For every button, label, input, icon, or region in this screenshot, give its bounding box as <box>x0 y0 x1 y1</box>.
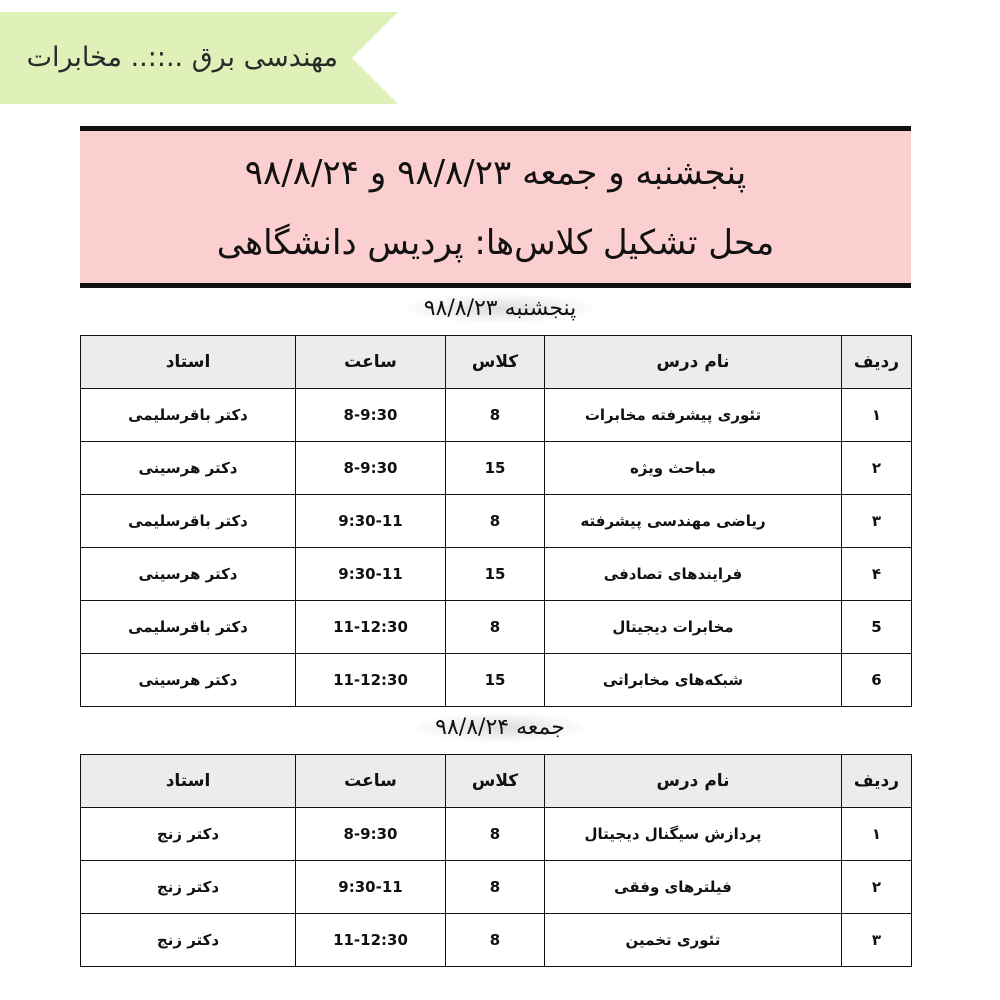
time-slot: 11-12:30 <box>296 601 446 654</box>
professor-name: دکتر زنج <box>81 808 296 861</box>
friday-title-text: جمعه ۹۸/۸/۲۴ <box>417 713 583 742</box>
banner-dates: پنجشنبه و جمعه ۹۸/۸/۲۳ و ۹۸/۸/۲۴ <box>244 153 747 193</box>
course-name: مخابرات دیجیتال <box>545 601 842 654</box>
time-slot: 8-9:30 <box>296 389 446 442</box>
professor-name: دکتر زنج <box>81 914 296 967</box>
professor-name: دکتر باقرسلیمی <box>81 601 296 654</box>
table-row <box>81 808 912 861</box>
table-row <box>81 389 912 442</box>
header-class: کلاس <box>446 336 545 389</box>
header-ribbon <box>0 12 398 104</box>
table-row <box>81 861 912 914</box>
class-number: 8 <box>446 495 545 548</box>
table-row <box>81 495 912 548</box>
row-number: ۳ <box>842 914 912 967</box>
row-number: ۱ <box>842 389 912 442</box>
time-slot: 9:30-11 <box>296 495 446 548</box>
professor-name: دکتر باقرسلیمی <box>81 389 296 442</box>
course-name: شبکه‌های مخابراتی <box>545 654 842 707</box>
table-row <box>81 548 912 601</box>
course-name: تئوری پیشرفته مخابرات <box>545 389 842 442</box>
banner-location: محل تشکیل کلاس‌ها: پردیس دانشگاهی <box>216 223 775 263</box>
friday-title <box>0 713 1000 742</box>
header-row-number: ردیف <box>842 755 912 808</box>
department-label: مهندسی برق ..::.. مخابرات <box>26 42 338 73</box>
professor-name: دکتر هرسینی <box>81 654 296 707</box>
row-number: ۱ <box>842 808 912 861</box>
header-professor: استاد <box>81 336 296 389</box>
header-row-number: ردیف <box>842 336 912 389</box>
friday-table <box>80 754 912 967</box>
header-class: کلاس <box>446 755 545 808</box>
header-course: نام درس <box>545 336 842 389</box>
table-row <box>81 601 912 654</box>
class-number: 8 <box>446 914 545 967</box>
table-header-row <box>81 755 912 808</box>
row-number: 6 <box>842 654 912 707</box>
time-slot: 11-12:30 <box>296 654 446 707</box>
class-number: 15 <box>446 442 545 495</box>
table-row <box>81 442 912 495</box>
time-slot: 8-9:30 <box>296 442 446 495</box>
time-slot: 11-12:30 <box>296 914 446 967</box>
title-banner <box>80 126 911 288</box>
row-number: 5 <box>842 601 912 654</box>
time-slot: 9:30-11 <box>296 861 446 914</box>
table-row <box>81 914 912 967</box>
course-name: ریاضی مهندسی پیشرفته <box>545 495 842 548</box>
table-header-row <box>81 336 912 389</box>
header-time: ساعت <box>296 336 446 389</box>
row-number: ۲ <box>842 861 912 914</box>
course-name: فیلترهای وفقی <box>545 861 842 914</box>
row-number: ۴ <box>842 548 912 601</box>
header-time: ساعت <box>296 755 446 808</box>
course-name: پردازش سیگنال دیجیتال <box>545 808 842 861</box>
class-number: 8 <box>446 808 545 861</box>
row-number: ۳ <box>842 495 912 548</box>
course-name: تئوری تخمین <box>545 914 842 967</box>
thursday-title <box>0 294 1000 323</box>
class-number: 8 <box>446 861 545 914</box>
class-number: 8 <box>446 389 545 442</box>
class-number: 8 <box>446 601 545 654</box>
time-slot: 9:30-11 <box>296 548 446 601</box>
table-row <box>81 654 912 707</box>
professor-name: دکتر باقرسلیمی <box>81 495 296 548</box>
professor-name: دکتر هرسینی <box>81 548 296 601</box>
thursday-title-text: پنجشنبه ۹۸/۸/۲۳ <box>406 294 595 323</box>
class-number: 15 <box>446 548 545 601</box>
header-professor: استاد <box>81 755 296 808</box>
header-course: نام درس <box>545 755 842 808</box>
professor-name: دکتر زنج <box>81 861 296 914</box>
professor-name: دکتر هرسینی <box>81 442 296 495</box>
time-slot: 8-9:30 <box>296 808 446 861</box>
row-number: ۲ <box>842 442 912 495</box>
thursday-table <box>80 335 912 707</box>
course-name: مباحث ویژه <box>545 442 842 495</box>
class-number: 15 <box>446 654 545 707</box>
course-name: فرایندهای تصادفی <box>545 548 842 601</box>
